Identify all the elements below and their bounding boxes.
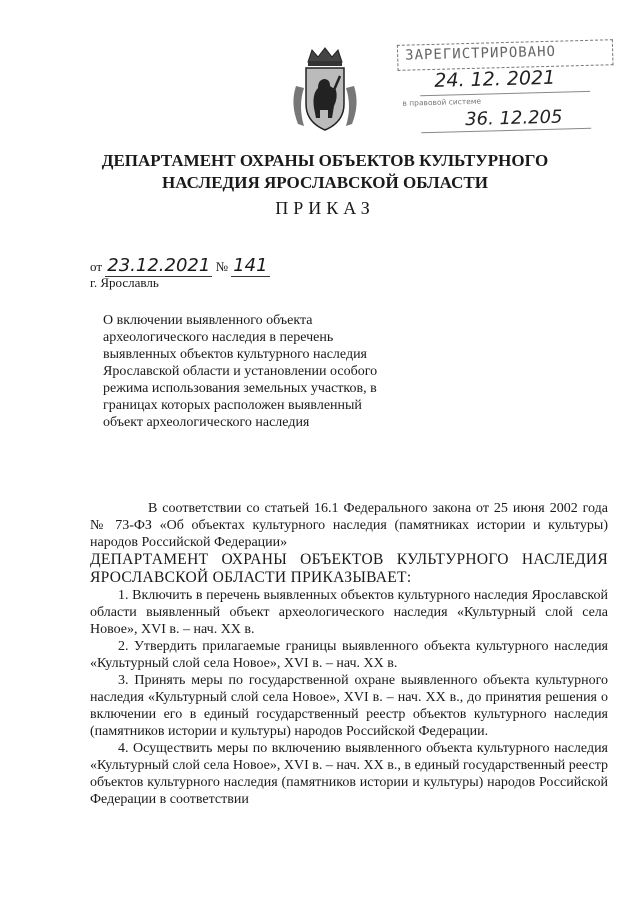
item-paragraph: 1. Включить в перечень выявленных объектов культурного наследия Ярославской области выявленный объект археологического наследия «Культурный слой села Новое», XVI в. – нач. XX в. — [90, 588, 608, 637]
coat-of-arms-icon — [288, 46, 362, 134]
item-paragraph: 3. Принять меры по государственной охране выявленного объекта культурного наследия «Культурный слой села Новое», XVI в. – нач. XX в., до принятия решения о включении его в единый государственный реестр объектов культурного наследия (памятников истории и культуры) народов Российской Федерации. — [90, 673, 608, 739]
order-date: 23.12.2021 — [107, 255, 211, 276]
department-title: ДЕПАРТАМЕНТ ОХРАНЫ ОБЪЕКТОВ КУЛЬТУРНОГО НАСЛЕДИЯ ЯРОСЛАВСКОЙ ОБЛАСТИ — [101, 151, 549, 192]
item-paragraph: 4. Осуществить меры по включению выявленного объекта культурного наследия «Культурный слой села Новое», XVI в. – нач. XX в., в единый государственный реестр объектов культурного наследия (памятников истории и культуры) народов Российской Федерации в соответствии — [90, 741, 608, 807]
registration-stamp — [397, 35, 617, 137]
number-prefix: № — [215, 259, 228, 274]
directive-paragraph: ДЕПАРТАМЕНТ ОХРАНЫ ОБЪЕКТОВ КУЛЬТУРНОГО НАСЛЕДИЯ ЯРОСЛАВСКОЙ ОБЛАСТИ ПРИКАЗЫВАЕТ: — [90, 551, 608, 586]
item-paragraph: 2. Утвердить прилагаемые границы выявленного объекта культурного наследия «Культурный слой села Новое», XVI в. – нач. XX в. — [90, 639, 608, 671]
order-subject: О включении выявленного объекта археологического наследия в перечень выявленных объектов культурного наследия Ярославской области и установлении особого режима использования земельных участков, в границах которых расположен выявленный объект археологического наследия — [103, 313, 378, 430]
order-body — [90, 500, 608, 808]
city: г. Ярославль — [90, 275, 159, 290]
stamp-title: ЗАРЕГИСТРИРОВАНО — [404, 43, 557, 64]
preamble-paragraph: В соответствии со статьей 16.1 Федерального закона от 25 июня 2002 года № 73-ФЗ «Об объектах культурного наследия (памятниках истории и культуры) народов Российской Федерации» — [90, 501, 608, 550]
order-number: 141 — [233, 255, 268, 276]
stamp-caption: в правовой системе — [402, 96, 482, 108]
order-date-number — [90, 255, 270, 276]
order-heading: ПРИКАЗ — [275, 198, 375, 218]
stamp-date: 24. 12. 2021 — [434, 66, 556, 92]
date-prefix: от — [90, 259, 103, 274]
stamp-divider — [420, 91, 590, 96]
stamp-number: 36. 12.205 — [464, 106, 563, 131]
